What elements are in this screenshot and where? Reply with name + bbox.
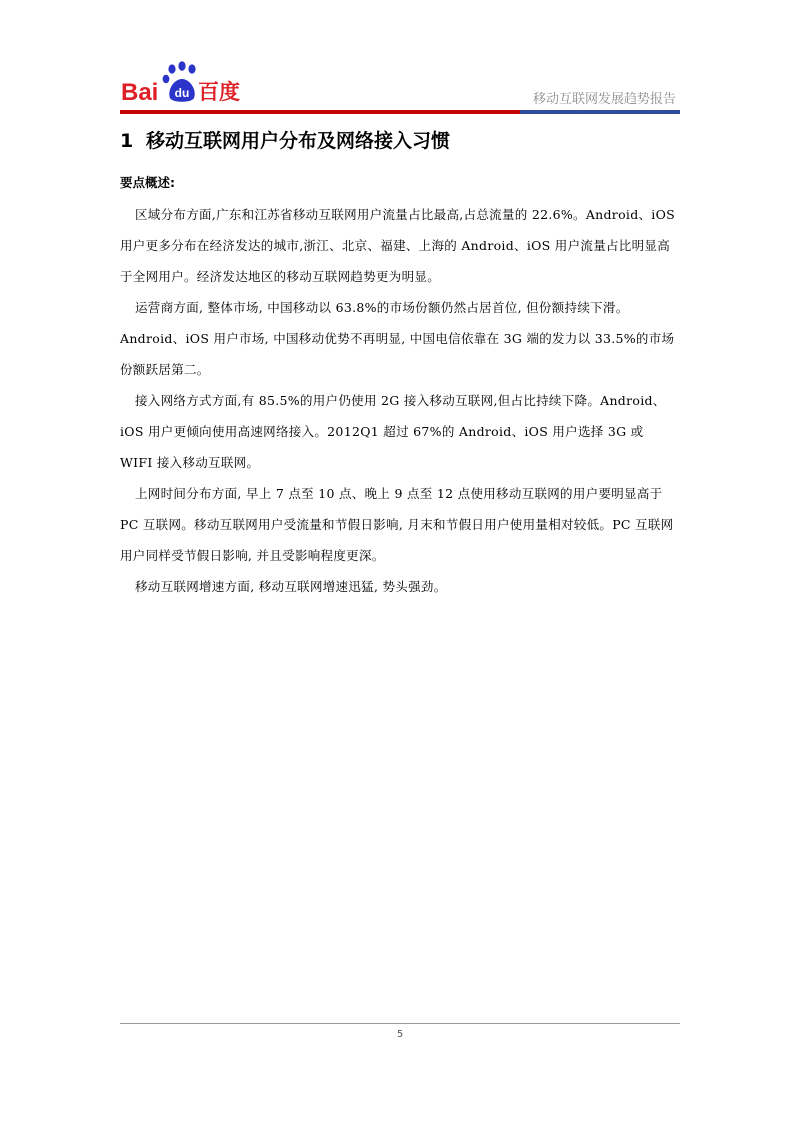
section-number: 1: [120, 130, 134, 152]
page-number: 5: [396, 1029, 404, 1040]
section-title: 移动互联网用户分布及网络接入习惯: [146, 130, 451, 152]
logo-paw-text: du: [174, 86, 190, 100]
paragraph-region: 区域分布方面,广东和江苏省移动互联网用户流量占比最高,占总流量的 22.6%。Android、iOS 用户更多分布在经济发达的城市,浙江、北京、福建、上海的 Android、iOS 用户流量占比明显高于全网用户。经济发达地区的移动互联网趋势更为明显。: [120, 207, 676, 284]
section-heading: [120, 126, 450, 153]
header-rule-blue: [520, 110, 680, 114]
summary-label: 要点概述:: [120, 175, 175, 190]
paragraph-operator: 运营商方面, 整体市场, 中国移动以 63.8%的市场份额仍然占居首位, 但份额持续下滑。Android、iOS 用户市场, 中国移动优势不再明显, 中国电信依靠在 3G 端的发力以 33.5%的市场份额跃居第二。: [120, 300, 675, 377]
report-title: 移动互联网发展趋势报告: [532, 92, 676, 107]
paragraph-growth: 移动互联网增速方面, 移动互联网增速迅猛, 势头强劲。: [135, 579, 447, 594]
footer-rule: [120, 1023, 680, 1024]
page-header: [120, 60, 680, 116]
logo-chinese-text: 百度: [198, 80, 240, 104]
paragraph-time-distribution: 上网时间分布方面, 早上 7 点至 10 点、晚上 9 点至 12 点使用移动互联网的用户要明显高于 PC 互联网。移动互联网用户受流量和节假日影响, 月末和节假日用户使用量相对较低。PC 互联网用户同样受节假日影响, 并且受影响程度更深。: [120, 486, 674, 563]
paw-icon: [163, 61, 196, 102]
paragraph-access-network: 接入网络方式方面,有 85.5%的用户仍使用 2G 接入移动互联网,但占比持续下降。Android、iOS 用户更倾向使用高速网络接入。2012Q1 超过 67%的 Android、iOS 用户选择 3G 或 WIFI 接入移动互联网。: [120, 393, 666, 470]
logo-latin-text: Bai: [121, 79, 159, 106]
baidu-logo: [120, 60, 250, 110]
summary-body: [120, 199, 680, 602]
header-rule-red: [120, 110, 520, 114]
